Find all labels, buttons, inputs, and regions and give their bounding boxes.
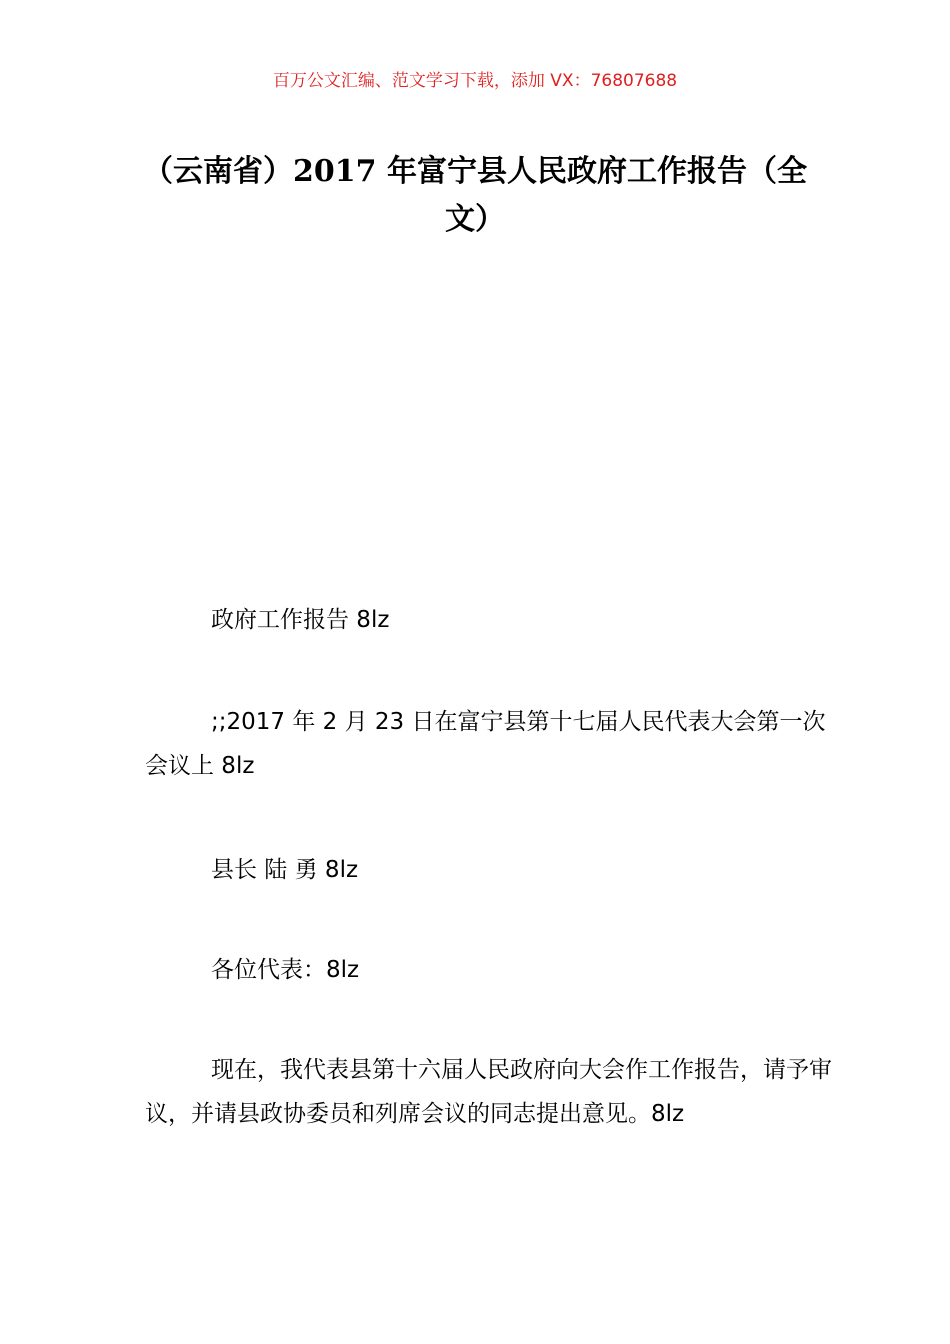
paragraph-salutation: 各位代表：8lz: [211, 957, 360, 983]
paragraph-report-label: 政府工作报告 8lz: [211, 607, 390, 633]
paragraph-meeting-date: ;;2017 年 2 月 23 日在富宁县第十七届人民代表大会第一次会议上 8lz: [145, 709, 826, 779]
document-title: （云南省）2017 年富宁县人民政府工作报告（全文）: [143, 154, 807, 237]
paragraph-speaker: 县长 陆 勇 8lz: [211, 857, 359, 883]
header-note: 百万公文汇编、范文学习下载，添加 VX：76807688: [272, 71, 678, 91]
paragraph-opening: 现在，我代表县第十六届人民政府向大会作工作报告，请予审议，并请县政协委员和列席会议的同志提出意见。8lz: [145, 1057, 832, 1127]
